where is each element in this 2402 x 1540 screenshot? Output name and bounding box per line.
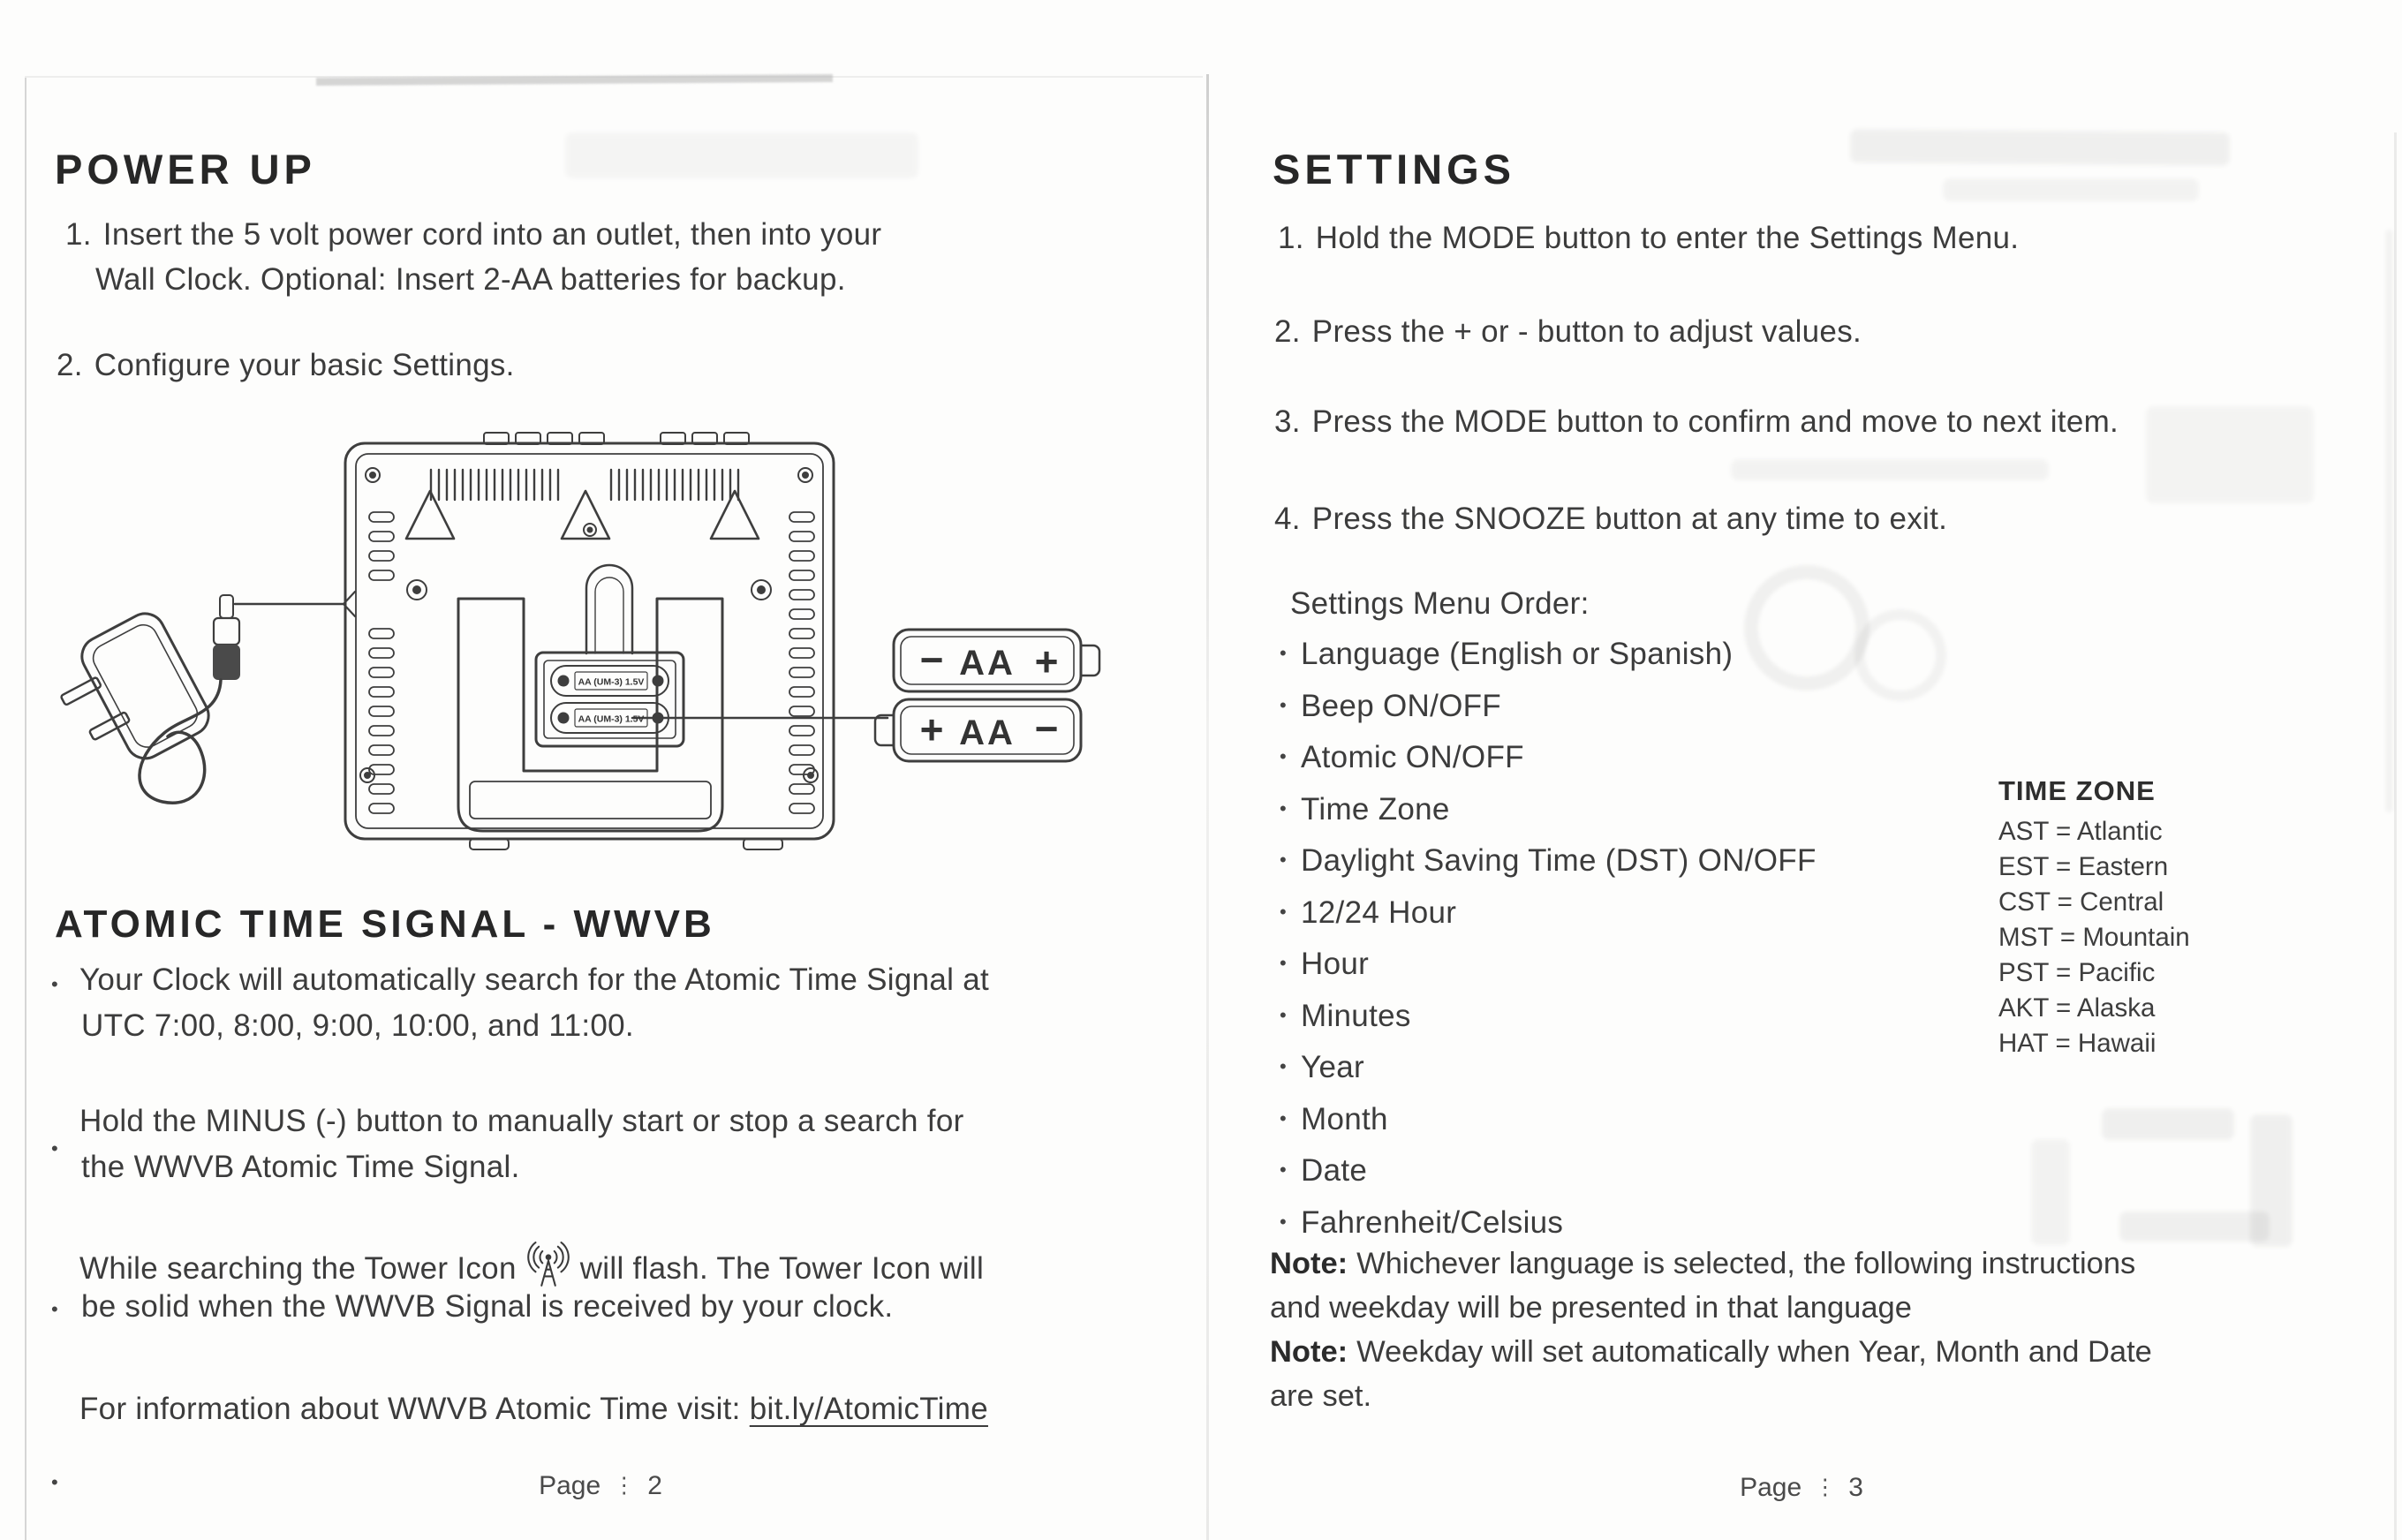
bullet-text: For information about WWVB Atomic Time visit: bbox=[79, 1392, 750, 1426]
note-line bbox=[1270, 1242, 2152, 1286]
menu-item-label: Minutes bbox=[1301, 998, 1411, 1033]
timezone-entry: HAT = Hawaii bbox=[1998, 1029, 2157, 1058]
step-number: 3. bbox=[1274, 404, 1301, 439]
side-vents-left bbox=[369, 512, 394, 813]
atomic-bullet-1-line-2: UTC 7:00, 8:00, 9:00, 10:00, and 11:00. bbox=[81, 1008, 634, 1043]
footer-label: Page bbox=[539, 1471, 601, 1500]
menu-item-label: Hour bbox=[1301, 947, 1370, 981]
powerup-step-2 bbox=[57, 348, 515, 383]
step-number: 2. bbox=[1274, 314, 1301, 349]
bullet-dot: • bbox=[1280, 642, 1288, 664]
step-text: Press the SNOOZE button at any time to exit. bbox=[1311, 502, 1948, 536]
plug-prong bbox=[89, 712, 130, 740]
settings-menu-list bbox=[1280, 630, 1817, 1250]
page-number: 2 bbox=[647, 1471, 662, 1500]
battery-size-label: AA bbox=[959, 713, 1016, 752]
settings-step-3 bbox=[1274, 404, 2119, 440]
bullet-dot: • bbox=[51, 1137, 58, 1159]
timezone-legend-heading: TIME ZONE bbox=[1998, 775, 2156, 806]
battery-plus-sign: + bbox=[919, 706, 944, 752]
atomic-bullet-2-line-1: Hold the MINUS (-) button to manually start or stop a search for bbox=[79, 1104, 964, 1138]
left-page-edge bbox=[25, 78, 26, 1540]
timezone-entry: PST = Pacific bbox=[1998, 958, 2156, 987]
note-line bbox=[1270, 1374, 2152, 1418]
page-title: POWER UP bbox=[55, 146, 316, 192]
note-line bbox=[1270, 1330, 2152, 1374]
step-text: Insert the 5 volt power cord into an outlet, then into your bbox=[102, 217, 882, 252]
note-text: Whichever language is selected, the following instructions bbox=[1356, 1247, 2136, 1280]
aa-battery-bottom bbox=[875, 699, 1081, 761]
scan-artifact bbox=[2250, 1114, 2292, 1247]
step-number: 1. bbox=[1278, 221, 1304, 255]
bullet-dot: • bbox=[1280, 796, 1288, 819]
battery-slot-label: AA (UM-3) 1.5V bbox=[578, 676, 645, 688]
battery-minus-sign: − bbox=[919, 637, 944, 683]
footer-label: Page bbox=[1740, 1473, 1802, 1502]
settings-step-1 bbox=[1278, 221, 2019, 256]
clock-foot bbox=[470, 839, 509, 849]
menu-item-label: Month bbox=[1301, 1101, 1388, 1136]
note-line bbox=[1270, 1286, 2152, 1330]
menu-item bbox=[1280, 940, 1817, 993]
step-text: Configure your basic Settings. bbox=[94, 348, 515, 382]
atomic-bullet-3-line-2: be solid when the WWVB Signal is received by your clock. bbox=[81, 1289, 894, 1324]
barrel-plug-tip bbox=[220, 595, 233, 618]
atomic-bullet-2-line-2: the WWVB Atomic Time Signal. bbox=[81, 1150, 520, 1184]
timezone-entry: CST = Central bbox=[1998, 887, 2164, 917]
right-page-edge bbox=[2394, 132, 2397, 1540]
settings-step-4 bbox=[1274, 502, 1947, 537]
bullet-dot: • bbox=[51, 1298, 58, 1320]
section-title-atomic: ATOMIC TIME SIGNAL - WWVB bbox=[55, 902, 715, 946]
page-title: SETTINGS bbox=[1273, 146, 1516, 192]
powerup-step-1-line-1 bbox=[65, 217, 881, 253]
battery-plus-sign: + bbox=[1034, 638, 1059, 684]
note-text: are set. bbox=[1270, 1379, 1372, 1413]
note-label: Note: bbox=[1270, 1247, 1348, 1280]
notes-block bbox=[1270, 1242, 2152, 1418]
battery-terminal bbox=[1081, 645, 1099, 676]
menu-order-heading: Settings Menu Order: bbox=[1290, 586, 1590, 621]
menu-item bbox=[1280, 993, 1817, 1045]
page-footer-right bbox=[1537, 1473, 2066, 1503]
page-number: 3 bbox=[1848, 1473, 1863, 1502]
clock-back-illustration bbox=[88, 424, 1130, 874]
screws bbox=[360, 468, 818, 782]
battery-size-label: AA bbox=[959, 644, 1016, 683]
bullet-dot: • bbox=[1280, 849, 1288, 871]
menu-item-label: Language (English or Spanish) bbox=[1301, 637, 1734, 671]
menu-item-label: Date bbox=[1301, 1153, 1368, 1188]
settings-step-2 bbox=[1274, 314, 1862, 350]
atomic-time-link: bit.ly/AtomicTime bbox=[749, 1392, 988, 1426]
bullet-dot: • bbox=[1280, 1055, 1288, 1077]
atomic-bullet-3-line-1 bbox=[79, 1240, 984, 1291]
timezone-entry: AST = Atlantic bbox=[1998, 817, 2163, 846]
bullet-dot: • bbox=[1280, 1159, 1288, 1181]
aa-battery-top bbox=[894, 630, 1099, 691]
menu-item-label: Fahrenheit/Celsius bbox=[1301, 1204, 1564, 1240]
tower-icon bbox=[525, 1240, 571, 1291]
bullet-dot: • bbox=[1280, 1106, 1288, 1129]
bullet-dot: • bbox=[1280, 745, 1288, 767]
bullet-dot: • bbox=[1280, 900, 1288, 923]
powerup-step-1-line-2: Wall Clock. Optional: Insert 2-AA batteries for backup. bbox=[95, 262, 846, 297]
scan-artifact bbox=[2146, 406, 2314, 503]
barrel-plug-grip bbox=[213, 645, 240, 680]
menu-item-label: Daylight Saving Time (DST) ON/OFF bbox=[1301, 843, 1817, 878]
menu-item bbox=[1280, 1044, 1817, 1096]
scan-artifact bbox=[1943, 178, 2199, 201]
step-text: Hold the MODE button to enter the Settings Menu. bbox=[1315, 221, 2020, 255]
clock-foot bbox=[744, 839, 782, 849]
bullet-dot: • bbox=[1280, 952, 1288, 974]
footer-separator: ⋮ bbox=[613, 1473, 636, 1498]
menu-item bbox=[1280, 630, 1817, 683]
scan-artifact bbox=[565, 132, 918, 178]
timezone-entry: MST = Mountain bbox=[1998, 923, 2190, 952]
menu-item bbox=[1280, 889, 1817, 941]
stand-hook bbox=[586, 565, 632, 653]
scan-artifact bbox=[2386, 230, 2392, 812]
menu-item bbox=[1280, 734, 1817, 786]
plug-prong bbox=[61, 677, 102, 706]
bullet-text: While searching the Tower Icon bbox=[79, 1251, 517, 1286]
timezone-legend bbox=[1998, 814, 2190, 1061]
atomic-bullet-1-line-1: Your Clock will automatically search for the Atomic Time Signal at bbox=[79, 962, 990, 997]
menu-item-label: Year bbox=[1301, 1050, 1364, 1084]
menu-item-label: 12/24 Hour bbox=[1301, 895, 1457, 930]
battery-slot-label: AA (UM-3) 1.5V bbox=[578, 713, 645, 725]
note-label: Note: bbox=[1270, 1335, 1348, 1369]
scan-artifact bbox=[1854, 609, 1946, 701]
bullet-dot: • bbox=[1280, 693, 1288, 716]
atomic-bullet-4 bbox=[79, 1392, 988, 1427]
power-adapter-illustration bbox=[44, 595, 240, 803]
scan-smudge bbox=[316, 74, 833, 86]
timezone-entry: AKT = Alaska bbox=[1998, 993, 2156, 1023]
scan-artifact bbox=[1850, 129, 2230, 166]
step-text: Press the MODE button to confirm and move to next item. bbox=[1311, 404, 2119, 439]
footer-separator: ⋮ bbox=[1814, 1475, 1837, 1499]
bullet-text: will flash. The Tower Icon will bbox=[579, 1251, 985, 1286]
battery-terminal bbox=[875, 715, 894, 745]
page-footer-left bbox=[336, 1471, 865, 1501]
bullet-dot: • bbox=[51, 1471, 58, 1493]
scan-artifact bbox=[2102, 1108, 2234, 1140]
menu-item-label: Beep ON/OFF bbox=[1301, 688, 1501, 723]
note-text: and weekday will be presented in that language bbox=[1270, 1291, 1912, 1325]
menu-item-label: Atomic ON/OFF bbox=[1301, 740, 1524, 774]
speaker-vents bbox=[611, 470, 738, 500]
battery-minus-sign: − bbox=[1034, 706, 1059, 751]
bullet-dot: • bbox=[51, 973, 58, 995]
step-number: 2. bbox=[57, 348, 83, 382]
step-text: Press the + or - button to adjust values. bbox=[1311, 314, 1862, 349]
battery-compartment bbox=[536, 653, 684, 746]
scan-artifact bbox=[1731, 459, 2049, 480]
menu-item bbox=[1280, 1147, 1817, 1199]
step-number: 4. bbox=[1274, 502, 1301, 536]
note-text: Weekday will set automatically when Year, Month and Date bbox=[1356, 1335, 2152, 1369]
menu-item bbox=[1280, 786, 1817, 838]
scan-artifact bbox=[2119, 1212, 2270, 1242]
menu-item bbox=[1280, 1096, 1817, 1148]
bullet-dot: • bbox=[1280, 1210, 1288, 1233]
menu-item bbox=[1280, 683, 1817, 735]
menu-item bbox=[1280, 837, 1817, 889]
timezone-entry: EST = Eastern bbox=[1998, 852, 2169, 881]
left-page-top-edge bbox=[25, 76, 1203, 78]
bullet-dot: • bbox=[1280, 1003, 1288, 1026]
speaker-vents bbox=[431, 470, 558, 500]
clock-outer-shell bbox=[345, 443, 834, 839]
menu-item-label: Time Zone bbox=[1301, 791, 1450, 827]
step-number: 1. bbox=[65, 217, 92, 252]
